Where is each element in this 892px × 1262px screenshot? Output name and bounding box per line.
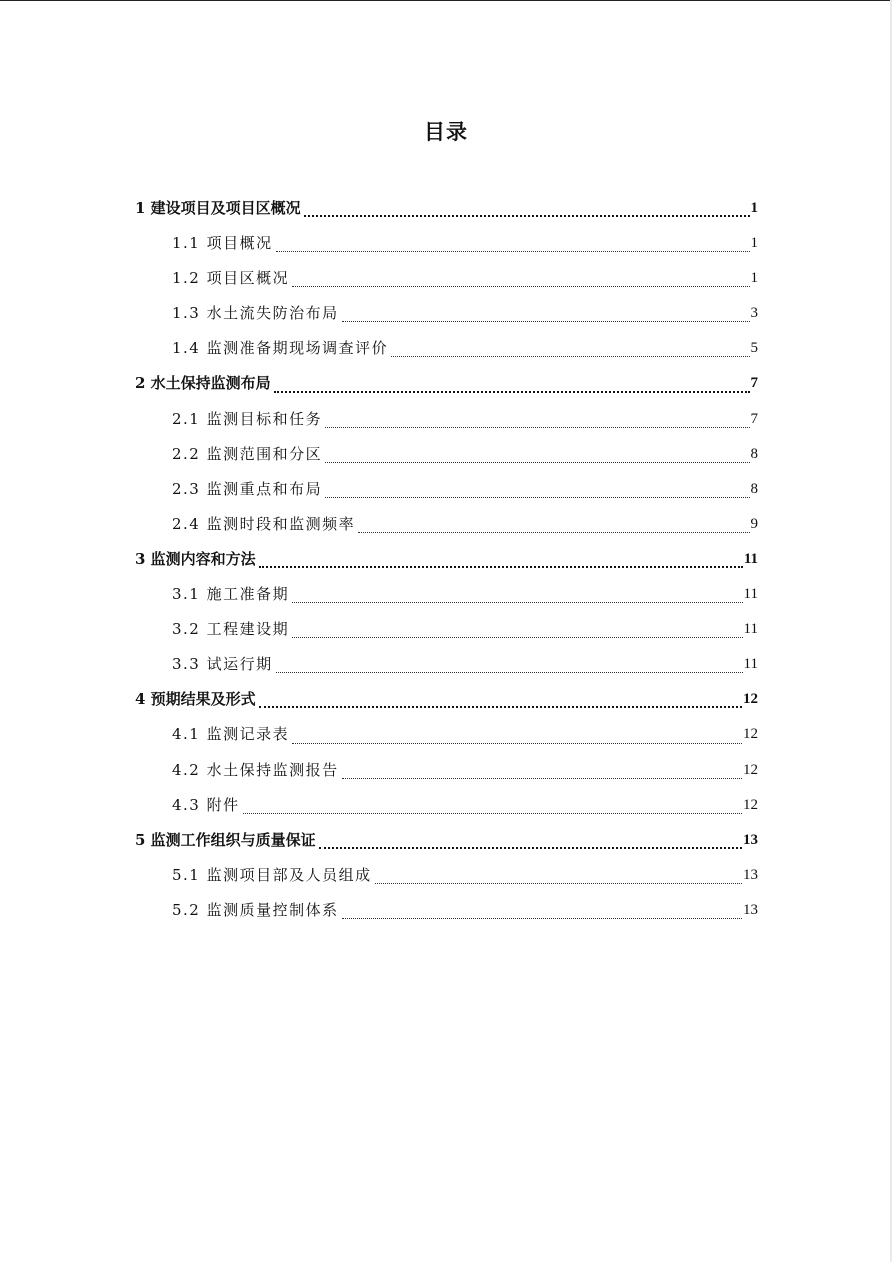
toc-entry-label: 4 预期结果及形式	[135, 690, 256, 709]
toc-entry-label: 1.2 项目区概况	[172, 269, 290, 288]
toc-section-entry[interactable]	[135, 472, 758, 507]
toc-page-number: 1	[750, 235, 758, 252]
toc-dot-leader	[259, 706, 742, 708]
toc-section-entry[interactable]	[135, 753, 758, 788]
toc-entry-label: 1 建设项目及项目区概况	[135, 199, 301, 217]
toc-section-entry[interactable]	[135, 331, 758, 366]
toc-dot-leader	[276, 251, 750, 252]
toc-page-number: 13	[743, 831, 758, 848]
toc-page-number: 8	[750, 480, 758, 497]
toc-page-number: 12	[743, 796, 758, 813]
toc-dot-leader	[292, 602, 742, 603]
toc-entry-label: 4.3 附件	[172, 795, 240, 814]
toc-dot-leader	[304, 215, 750, 217]
toc-page-number: 5	[750, 340, 758, 357]
toc-dot-leader	[292, 286, 749, 287]
toc-dot-leader	[319, 847, 742, 849]
toc-entry-label: 5 监测工作组织与质量保证	[135, 830, 316, 849]
toc-chapter-entry[interactable]	[135, 682, 758, 717]
toc-dot-leader	[375, 883, 742, 884]
toc-dot-leader	[342, 918, 742, 919]
toc-entry-label: 2.1 监测目标和任务	[172, 409, 323, 428]
toc-page-number: 12	[743, 761, 758, 778]
toc-dot-leader	[259, 566, 743, 568]
toc-page-number: 12	[743, 726, 758, 743]
toc-entry-label: 3.1 施工准备期	[172, 585, 290, 604]
toc-page-number: 8	[750, 445, 758, 462]
page-top-border	[0, 0, 892, 1]
toc-dot-leader	[325, 497, 749, 498]
toc-page-number: 12	[743, 691, 758, 708]
toc-dot-leader	[292, 743, 742, 744]
toc-dot-leader	[391, 356, 749, 357]
toc-entry-label: 1.4 监测准备期现场调查评价	[172, 339, 389, 358]
toc-dot-leader	[358, 532, 749, 533]
toc-page-number: 7	[750, 410, 758, 427]
toc-entry-label: 4.2 水土保持监测报告	[172, 760, 339, 779]
toc-chapter-entry[interactable]	[135, 823, 758, 858]
toc-page-number: 11	[743, 656, 758, 673]
toc-entry-label: 3.2 工程建设期	[172, 620, 290, 639]
toc-section-entry[interactable]	[135, 893, 758, 928]
toc-section-entry[interactable]	[135, 858, 758, 893]
toc-page-number: 13	[743, 901, 758, 918]
table-of-contents	[135, 191, 758, 928]
toc-dot-leader	[274, 391, 750, 393]
toc-entry-label: 1.3 水土流失防治布局	[172, 304, 339, 323]
toc-entry-label: 4.1 监测记录表	[172, 725, 290, 744]
toc-section-entry[interactable]	[135, 296, 758, 331]
toc-section-entry[interactable]	[135, 647, 758, 682]
toc-section-entry[interactable]	[135, 717, 758, 752]
toc-chapter-entry[interactable]	[135, 542, 758, 577]
toc-page-number: 1	[750, 200, 758, 216]
toc-section-entry[interactable]	[135, 788, 758, 823]
toc-entry-label: 5.2 监测质量控制体系	[172, 900, 339, 919]
toc-entry-label: 2 水土保持监测布局	[135, 374, 271, 393]
toc-page-number: 7	[750, 375, 758, 392]
toc-dot-leader	[325, 462, 749, 463]
toc-entry-label: 2.3 监测重点和布局	[172, 479, 323, 498]
toc-page-number: 11	[743, 586, 758, 603]
toc-dot-leader	[342, 321, 750, 322]
toc-entry-label: 3.3 试运行期	[172, 655, 273, 674]
toc-page-number: 1	[750, 270, 758, 287]
toc-section-entry[interactable]	[135, 402, 758, 437]
page-title: 目录	[424, 120, 468, 144]
toc-page-number: 9	[750, 515, 758, 532]
toc-entry-label: 3 监测内容和方法	[135, 549, 256, 568]
toc-section-entry[interactable]	[135, 507, 758, 542]
toc-chapter-entry[interactable]	[135, 366, 758, 401]
toc-dot-leader	[292, 637, 742, 638]
toc-section-entry[interactable]	[135, 577, 758, 612]
toc-entry-label: 2.4 监测时段和监测频率	[172, 514, 356, 533]
toc-entry-label: 2.2 监测范围和分区	[172, 444, 323, 463]
toc-dot-leader	[342, 778, 742, 779]
toc-entry-label: 1.1 项目概况	[172, 234, 273, 253]
toc-dot-leader	[243, 813, 742, 814]
toc-page-number: 11	[743, 621, 758, 638]
toc-page-number: 13	[743, 866, 758, 883]
toc-page-number: 3	[750, 305, 758, 322]
toc-chapter-entry[interactable]	[135, 191, 758, 226]
toc-section-entry[interactable]	[135, 612, 758, 647]
toc-section-entry[interactable]	[135, 226, 758, 261]
toc-entry-label: 5.1 监测项目部及人员组成	[172, 865, 372, 884]
toc-section-entry[interactable]	[135, 261, 758, 296]
toc-dot-leader	[325, 427, 749, 428]
toc-dot-leader	[276, 672, 743, 673]
toc-section-entry[interactable]	[135, 437, 758, 472]
toc-page-number: 11	[743, 550, 758, 567]
